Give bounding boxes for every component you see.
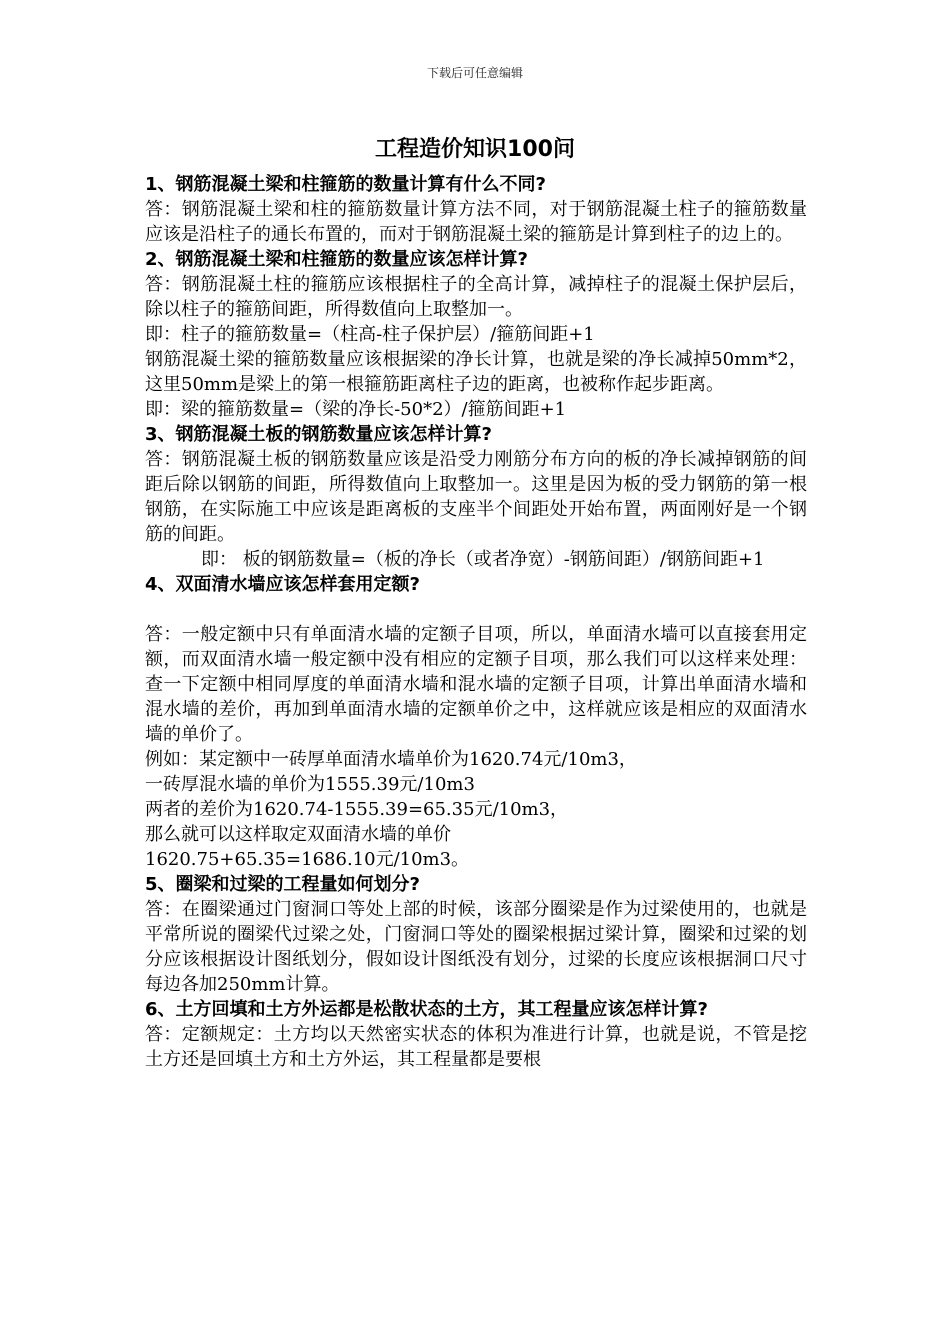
answer-3: 答：钢筋混凝土板的钢筋数量应该是沿受力刚筋分布方向的板的净长减掉钢筋的间距后除以钢筋的间距，所得数值向上取整加一。这里是因为板的受力钢筋的第一根钢筋，在实际施工中应该是距离板的支座半个间距处开始布置，两面刚好是一个钢筋的间距。 — [145, 449, 807, 545]
question-3: 3、钢筋混凝土板的钢筋数量应该怎样计算? — [145, 424, 492, 445]
example-line-4: 那么就可以这样取定双面清水墙的单价 — [145, 824, 451, 845]
answer-5: 答：在圈梁通过门窗洞口等处上部的时候，该部分圈梁是作为过梁使用的，也就是平常所说的圈梁代过梁之处，门窗洞口等处的圈梁根据过梁计算，圈梁和过梁的划分应该根据设计图纸划分，假如设计图纸没有划分，过梁的长度应该根据洞口尺寸每边各加250mm计算。 — [145, 899, 807, 995]
question-5: 5、圈梁和过梁的工程量如何划分? — [145, 874, 420, 895]
answer-2-beam: 钢筋混凝土梁的箍筋数量应该根据梁的净长计算，也就是梁的净长减掉50mm*2，这里50mm是梁上的第一根箍筋距离柱子边的距离，也被称作起步距离。 — [145, 349, 807, 395]
answer-1: 答：钢筋混凝土梁和柱的箍筋数量计算方法不同，对于钢筋混凝土柱子的箍筋数量应该是沿柱子的通长布置的，而对于钢筋混凝土梁的箍筋是计算到柱子的边上的。 — [145, 199, 807, 245]
answer-4: 答：一般定额中只有单面清水墙的定额子目项，所以，单面清水墙可以直接套用定额，而双面清水墙一般定额中没有相应的定额子目项，那么我们可以这样来处理：查一下定额中相同厚度的单面清水墙和混水墙的定额子目项，计算出单面清水墙和混水墙的差价，再加到单面清水墙的定额单价之中，这样就应该是相应的双面清水墙的单价了。 — [145, 624, 807, 745]
question-2: 2、钢筋混凝土梁和柱箍筋的数量应该怎样计算? — [145, 249, 528, 270]
example-line-3: 两者的差价为1620.74-1555.39=65.35元/10m3， — [145, 799, 569, 820]
formula-beam-stirrup: 即：梁的箍筋数量=（梁的净长-50*2）/箍筋间距+1 — [145, 399, 567, 420]
question-6: 6、土方回填和土方外运都是松散状态的土方，其工程量应该怎样计算? — [145, 999, 708, 1020]
question-1: 1、钢筋混凝土梁和柱箍筋的数量计算有什么不同? — [145, 174, 546, 195]
document-body — [145, 172, 807, 1072]
page-header: 下载后可任意编辑 — [426, 66, 523, 80]
formula-column-stirrup: 即：柱子的箍筋数量=（柱高-柱子保护层）/箍筋间距+1 — [145, 324, 595, 345]
answer-6: 答：定额规定：土方均以天然密实状态的体积为准进行计算，也就是说，不管是挖土方还是回填土方和土方外运，其工程量都是要根 — [145, 1024, 807, 1070]
blank-line — [145, 597, 807, 622]
formula-slab-rebar: 即： 板的钢筋数量=（板的净长（或者净宽）-钢筋间距）/钢筋间距+1 — [201, 549, 765, 570]
example-line-5: 1620.75+65.35=1686.10元/10m3。 — [145, 849, 470, 870]
document-title: 工程造价知识100问 — [375, 137, 575, 162]
example-line-1: 例如：某定额中一砖厚单面清水墙单价为1620.74元/10m3， — [145, 749, 637, 770]
example-line-2: 一砖厚混水墙的单价为1555.39元/10m3 — [145, 774, 475, 795]
question-4: 4、双面清水墙应该怎样套用定额? — [145, 574, 420, 595]
answer-2: 答：钢筋混凝土柱的箍筋应该根据柱子的全高计算，减掉柱子的混凝土保护层后，除以柱子的箍筋间距，所得数值向上取整加一。 — [145, 274, 807, 320]
